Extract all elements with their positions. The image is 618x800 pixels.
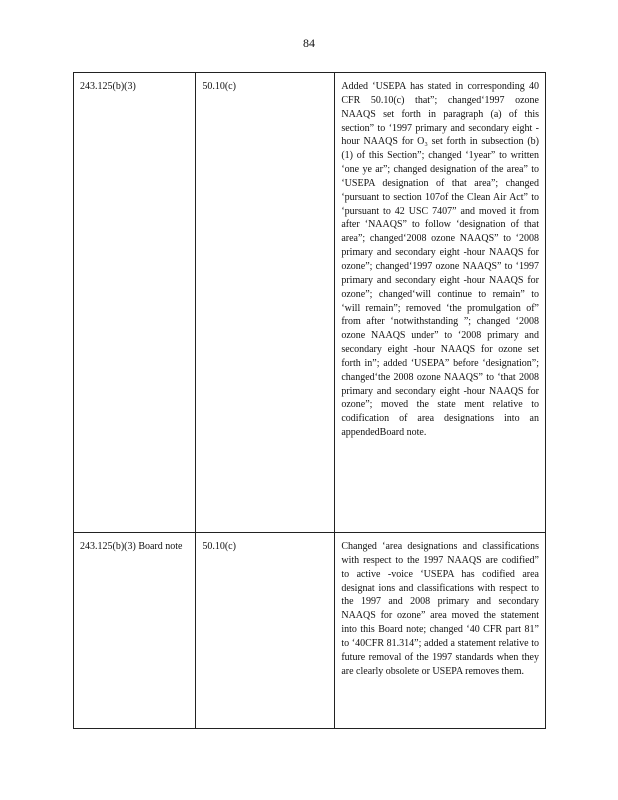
page-number: 84: [303, 36, 315, 50]
table-row: [74, 73, 546, 533]
section-cell: [74, 533, 196, 729]
cfr-cell: [196, 533, 335, 729]
change-description: Added ‘USEPA has stated in corresponding 40 CFR 50.10(c) that”; changed‘1997 ozone NAAQS set forth in paragraph (a) of this section” to ‘1997 primary and secondary eight -hour NAAQS for O₃ set forth in subsection (b)(1) of this Section”; changed ‘1year” to written ‘one ye ar”; changed designation of the area” to ‘USEPA designation of that area”; changed ‘pursuant to section 107of the Clean Air Act” to ‘pursuant to 42 USC 7407” and moved it from after ‘NAAQS” to follow ‘designation of that area”; changed‘2008 ozone NAAQS” to ‘2008 primary and secondary eight -hour NAAQS for ozone”; changed‘1997 ozone NAAQS” to ‘1997 primary and secondary eight -hour NAAQS for ozone”; changed‘will continue to remain” to ‘will remain”; removed ‘the promulgation of” from after ‘notwithstanding ”; changed ‘2008 ozone NAAQS under” to ‘2008 primary and secondary eight -hour NAAQS for ozone set forth in”; added ‘USEPA” before ‘designation”; changed‘the 2008 ozone NAAQS” to ‘that 2008 primary and secondary eight -hour NAAQS for ozone”; moved the state ment relative to codification of area designations into an appendedBoard note.: [341, 81, 539, 439]
cfr-cell: [196, 73, 335, 533]
table-row: [74, 533, 546, 729]
section-cell: [74, 73, 196, 533]
cfr-reference: 50.10(c): [202, 81, 236, 92]
amendments-table: [73, 72, 546, 729]
change-description: Changed ‘area designations and classifications with respect to the 1997 NAAQS are codified” to active -voice ‘USEPA has codified area designat ions and classifications with respect to the 1997 and 2008 primary and secondary NAAQS for ozone” area moved the statement into this Board note; changed ‘40 CFR part 81” to ‘40CFR 81.314”; added a statement relative to future removal of the 1997 standards when they are clearly obsolete or USEPA removes them.: [341, 541, 539, 677]
section-reference: 243.125(b)(3) Board note: [80, 541, 183, 552]
change-cell: [335, 533, 546, 729]
cfr-reference: 50.10(c): [202, 541, 236, 552]
change-cell: [335, 73, 546, 533]
section-reference: 243.125(b)(3): [80, 81, 136, 92]
